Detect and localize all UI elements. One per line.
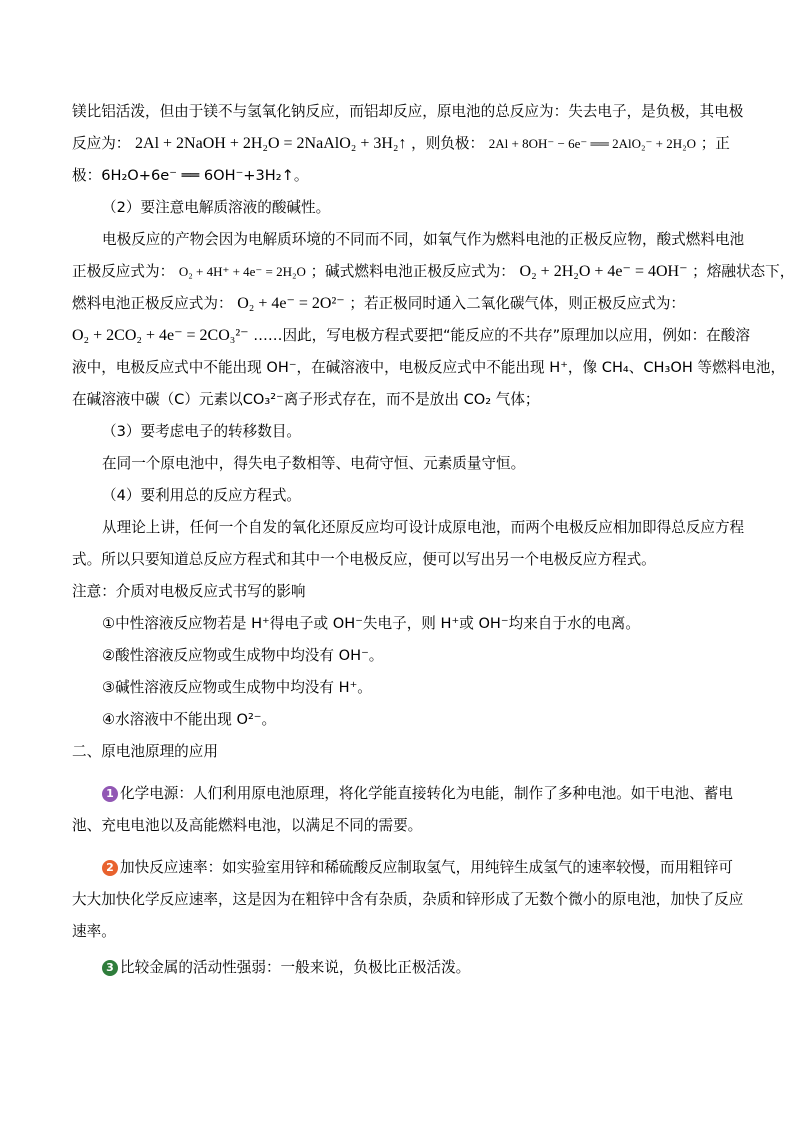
paragraph-line: 在碱溶液中碳（C）元素以CO₃²⁻离子形式存在，而不是放出 CO₂ 气体； — [72, 391, 540, 408]
paragraph-line: 电极反应的产物会因为电解质环境的不同而不同，如氧气作为燃料电池的正极反应物，酸式燃料电池 — [102, 231, 745, 248]
note-item: ①中性溶液反应物若是 H⁺得电子或 OH⁻失电子，则 H⁺或 OH⁻均来自于水的电离。 — [102, 615, 640, 632]
paragraph-line: 速率。 — [72, 923, 116, 940]
anode-reaction-formula: 2Al + 8OH⁻ − 6e⁻ ══ 2AlO₂⁻ + 2H₂O — [488, 136, 697, 151]
paragraph-line: 式。所以只要知道总反应方程式和其中一个电极反应，便可以写出另一个电极反应方程式。 — [72, 551, 656, 568]
section-heading: （4）要利用总的反应方程式。 — [102, 487, 302, 504]
paragraph-line: 镁比铝活泼，但由于镁不与氢氧化钠反应，而铝却反应，原电池的总反应为：失去电子，是负极，其电极 — [72, 103, 744, 120]
paragraph-line: 从理论上讲，任何一个自发的氧化还原反应均可设计成原电池，而两个电极反应相加即得总反应方程 — [102, 519, 745, 536]
paragraph-line: 燃料电池正极反应式为： O₂ + 4e⁻ = 2O²⁻ ；若正极同时通入二氧化碳气体，则正极反应式为： — [72, 295, 686, 312]
number-badge-icon: 3 — [102, 960, 118, 976]
note-title: 注意：介质对电极反应式书写的影响 — [72, 583, 306, 600]
number-badge-icon: 1 — [102, 786, 118, 802]
paragraph-line: 正极反应式为： O₂ + 4H⁺ + 4e⁻ = 2H₂O ；碱式燃料电池正极反应式为： O₂ + 2H₂O + 4e⁻ = 4OH⁻ ；熔融状态下， — [72, 263, 794, 280]
paragraph-line: 反应为： 2Al + 2NaOH + 2H₂O = 2NaAlO₂ + 3H₂↑ ，则负极： 2Al + 8OH⁻ − 6e⁻ ══ 2AlO₂⁻ + 2H₂O ；正 — [72, 135, 730, 152]
section-heading: （2）要注意电解质溶液的酸碱性。 — [102, 199, 331, 216]
document-page — [72, 96, 794, 984]
list-item: 3 比较金属的活动性强弱：一般来说，负极比正极活泼。 — [72, 952, 724, 984]
o2-co2-formula: O₂ + 2CO₂ + 4e⁻ = 2CO₃²⁻ — [72, 327, 249, 344]
list-item: 1 化学电源：人们利用原电池原理，将化学能直接转化为电能，制作了多种电池。如干电池、蓄电 — [72, 778, 724, 810]
section-title: 二、原电池原理的应用 — [72, 743, 218, 760]
paragraph-line: O₂ + 2CO₂ + 4e⁻ = 2CO₃²⁻ ……因此，写电极方程式要把“能反应的不共存”原理加以应用，例如：在酸溶 — [72, 327, 750, 344]
note-item: ②酸性溶液反应物或生成物中均没有 OH⁻。 — [102, 647, 384, 664]
total-reaction-formula: 2Al + 2NaOH + 2H₂O = 2NaAlO₂ + 3H₂↑ — [135, 135, 407, 152]
number-badge-icon: 2 — [102, 860, 118, 876]
o2-acid-formula: O₂ + 4H⁺ + 4e⁻ = 2H₂O — [178, 264, 306, 279]
o2-base-formula: O₂ + 2H₂O + 4e⁻ = 4OH⁻ — [519, 263, 688, 280]
section-heading: （3）要考虑电子的转移数目。 — [102, 423, 302, 440]
paragraph-line: 池、充电电池以及高能燃料电池，以满足不同的需要。 — [72, 817, 423, 834]
note-item: ③碱性溶液反应物或生成物中均没有 H⁺。 — [102, 679, 372, 696]
paragraph-line: 极：6H₂O+6e⁻ ══ 6OH⁻+3H₂↑。 — [72, 167, 309, 184]
paragraph-line: 大大加快化学反应速率，这是因为在粗锌中含有杂质，杂质和锌形成了无数个微小的原电池，加快了反应 — [72, 891, 744, 908]
o2-melt-formula: O₂ + 4e⁻ = 2O²⁻ — [237, 295, 345, 312]
note-item: ④水溶液中不能出现 O²⁻。 — [102, 711, 277, 728]
paragraph-line: 在同一个原电池中，得失电子数相等、电荷守恒、元素质量守恒。 — [102, 455, 526, 472]
list-item: 2 加快反应速率：如实验室用锌和稀硫酸反应制取氢气，用纯锌生成氢气的速率较慢，而用粗锌可 — [72, 852, 724, 884]
paragraph-line: 液中，电极反应式中不能出现 OH⁻，在碱溶液中，电极反应式中不能出现 H⁺，像 CH₄、CH₃OH 等燃料电池， — [72, 359, 786, 376]
